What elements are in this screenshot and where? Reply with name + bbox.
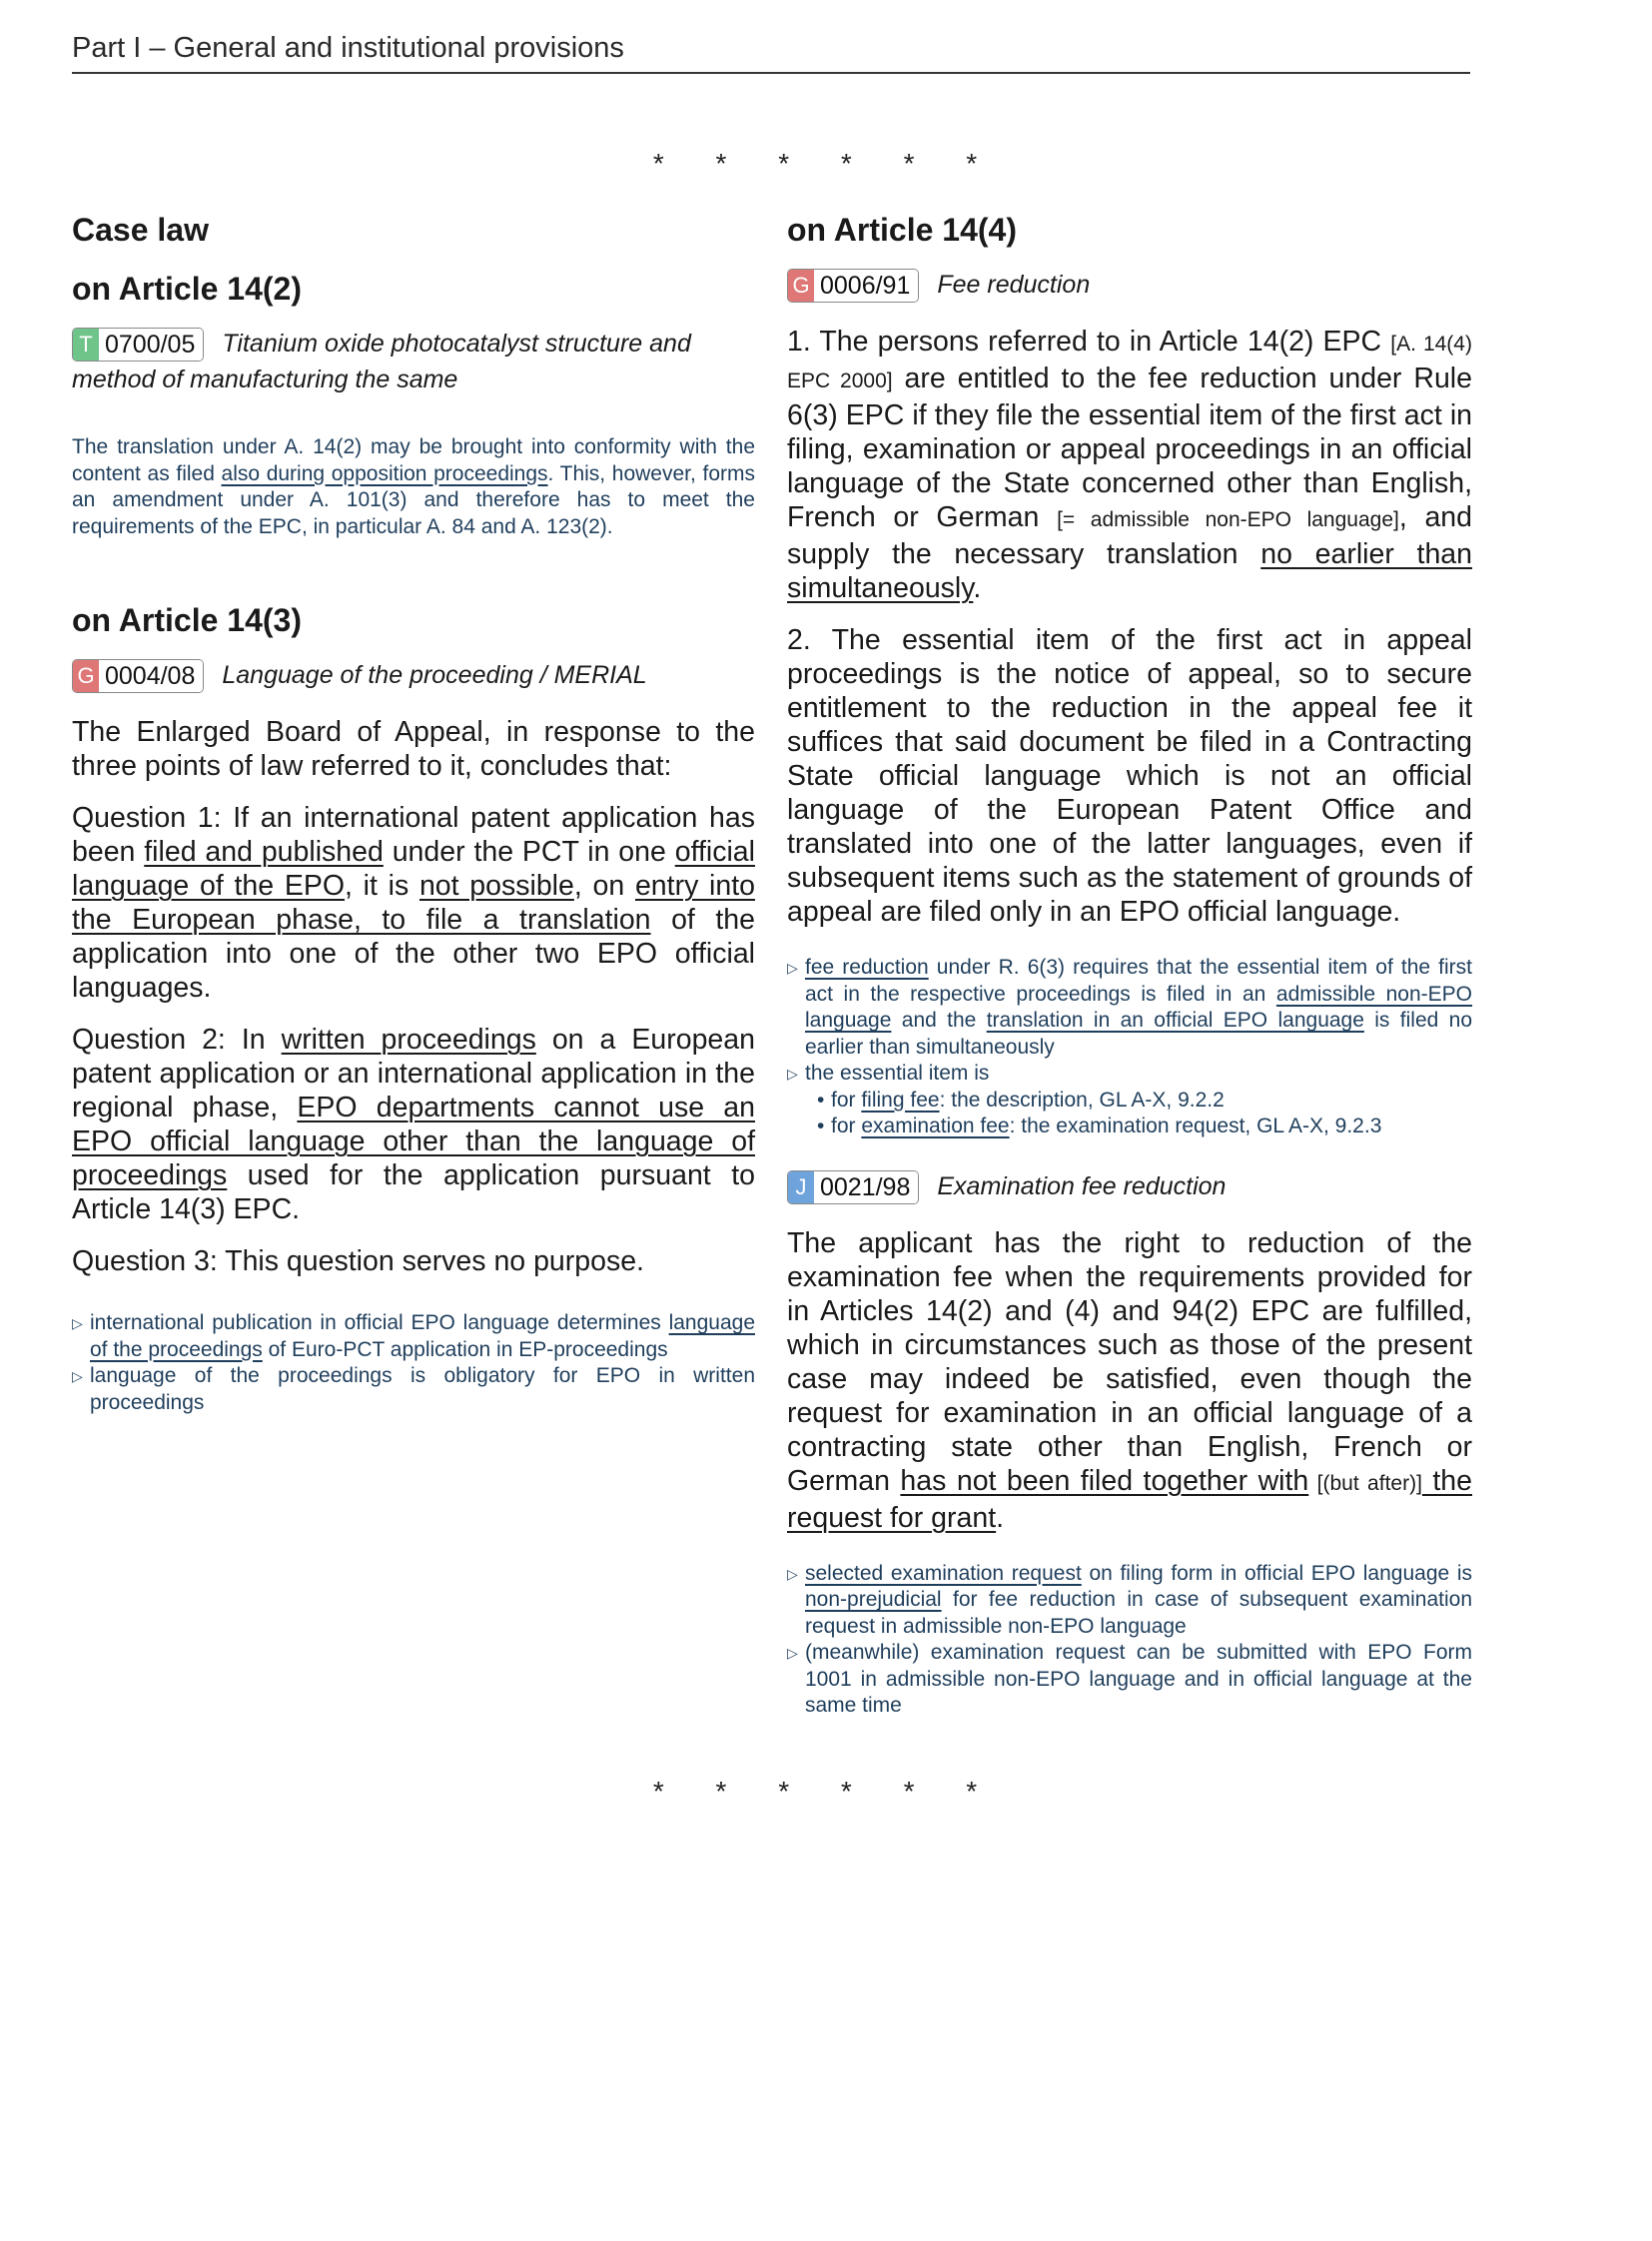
case-title: Examination fee reduction bbox=[937, 1171, 1227, 1200]
triangle-icon: ▷ bbox=[787, 960, 798, 977]
sub-list bbox=[805, 1088, 1472, 1140]
list-item: ▷ international publication in official EPO language determines language of the proceedings of Euro-PCT application in EP-proceedings bbox=[72, 1311, 755, 1361]
triangle-icon: ▷ bbox=[787, 1565, 798, 1582]
paragraph-point-2: 2. The essential item of the first act in appeal proceedings is the notice of appeal, so to secure entitlement to the reduction in the appeal fee it suffices that said document be filed in a Contracting State official language which is not an official language of the European Patent Office and translated into one of the latter languages, even if subsequent items such as the statement of grounds of appeal are filed only in an EPO official language. bbox=[787, 624, 1472, 929]
paragraph-question-3: Question 3: This question serves no purpose. bbox=[72, 1245, 644, 1278]
list-item: ▷ the essential item is • for filing fee: the description, GL A-X, 9.2.2 • for examination fee: the examination request, GL A-X, 9.2.3 bbox=[787, 1061, 1472, 1140]
section-heading-14-4: on Article 14(4) bbox=[787, 212, 1017, 248]
bottom-separator: * * * * * * bbox=[652, 1776, 1000, 1807]
case-badge[interactable] bbox=[72, 328, 204, 362]
triangle-icon: ▷ bbox=[72, 1368, 83, 1385]
case-entry-j002198 bbox=[787, 1168, 1472, 1204]
case-title: Titanium oxide photocatalyst structure and method of manufacturing the same bbox=[72, 330, 691, 394]
list-item: ▷ selected examination request on filing form in official EPO language is non-prejudicial for fee reduction in case of subsequent examination request in admissible non-EPO language bbox=[787, 1561, 1472, 1638]
paragraph-intro: The Enlarged Board of Appeal, in response to the three points of law referred to it, concludes that: bbox=[72, 716, 755, 783]
header-text: Part I – General and institutional provisions bbox=[72, 32, 624, 64]
case-type-letter: J bbox=[788, 1171, 814, 1203]
section-heading-14-2: on Article 14(2) bbox=[72, 271, 302, 307]
case-title: Fee reduction bbox=[937, 271, 1091, 299]
note-translation-conformity: The translation under A. 14(2) may be brought into conformity with the content as filed also during opposition proceedings. This, however, forms an amendment under A. 101(3) and therefore has to meet the requirements of the EPC, in particular A. 84 and A. 123(2). bbox=[72, 435, 755, 538]
case-entry-g000408 bbox=[72, 657, 755, 693]
case-badge[interactable] bbox=[72, 659, 204, 693]
triangle-icon: ▷ bbox=[787, 1066, 798, 1083]
right-column bbox=[787, 212, 1472, 1720]
running-header bbox=[72, 28, 1470, 74]
sub-list-item: • for examination fee: the examination request, GL A-X, 9.2.3 bbox=[817, 1115, 1382, 1138]
case-type-letter: G bbox=[73, 660, 99, 692]
case-law-heading: Case law bbox=[72, 212, 209, 248]
notes-list bbox=[72, 1310, 755, 1416]
top-separator: * * * * * * bbox=[652, 148, 1000, 179]
case-type-letter: T bbox=[73, 329, 99, 361]
case-number: 0006/91 bbox=[814, 270, 918, 302]
sub-list-item: • for filing fee: the description, GL A-X, 9.2.2 bbox=[817, 1088, 1225, 1112]
section-heading-14-3: on Article 14(3) bbox=[72, 602, 302, 639]
triangle-icon: ▷ bbox=[72, 1315, 83, 1332]
paragraph-question-2: Question 2: In written proceedings on a European patent application or an international application in the regional phase, EPO departments cannot use an EPO official language other than the language of proceedings used for the application pursuant to Article 14(3) EPC. bbox=[72, 1024, 755, 1226]
case-badge[interactable] bbox=[787, 1170, 919, 1204]
case-number: 0021/98 bbox=[814, 1171, 918, 1203]
paragraph-question-1: Question 1: If an international patent application has been filed and published under the PCT in one official language of the EPO, it is not possible, on entry into the European phase, to file a translation of the application into one of the other two EPO official languages. bbox=[72, 802, 756, 1005]
case-type-letter: G bbox=[788, 270, 814, 302]
list-item: ▷ (meanwhile) examination request can be submitted with EPO Form 1001 in admissible non-EPO language and in official language at the same time bbox=[787, 1641, 1472, 1718]
left-column bbox=[72, 212, 755, 1416]
case-number: 0004/08 bbox=[99, 660, 203, 692]
case-entry-g000691 bbox=[787, 267, 1472, 303]
case-title: Language of the proceeding / MERIAL bbox=[222, 661, 647, 690]
paragraph-examination-fee: The applicant has the right to reduction of the examination fee when the requirements provided for in Articles 14(2) and (4) and 94(2) EPC are fulfilled, which in circumstances such as those of the present case may indeed be satisfied, even though the request for examination in an official language of a contracting state other than English, French or German has not been filed together with [(but after)] the request for grant. bbox=[787, 1226, 1472, 1534]
triangle-icon: ▷ bbox=[787, 1645, 798, 1662]
list-item: ▷ language of the proceedings is obligatory for EPO in written proceedings bbox=[72, 1364, 755, 1414]
case-badge[interactable] bbox=[787, 269, 919, 303]
notes-list bbox=[787, 1561, 1472, 1720]
case-number: 0700/05 bbox=[99, 329, 203, 361]
paragraph-point-1: 1. The persons referred to in Article 14(2) EPC [A. 14(4) EPC 2000] are entitled to the fee reduction under Rule 6(3) EPC if they file the essential item of the first act in filing, examination or appeal proceedings in an official language of the State concerned other than English, French or German [= admissible non-EPO language], and supply the necessary translation no earlier than simultaneously. bbox=[787, 326, 1473, 605]
case-entry-t070005 bbox=[72, 326, 755, 396]
list-item: ▷ fee reduction under R. 6(3) requires that the essential item of the first act in the respective proceedings is filed in an admissible non-EPO language and the translation in an official EPO language is filed no earlier than simultaneously bbox=[787, 956, 1473, 1059]
notes-list bbox=[787, 955, 1472, 1140]
